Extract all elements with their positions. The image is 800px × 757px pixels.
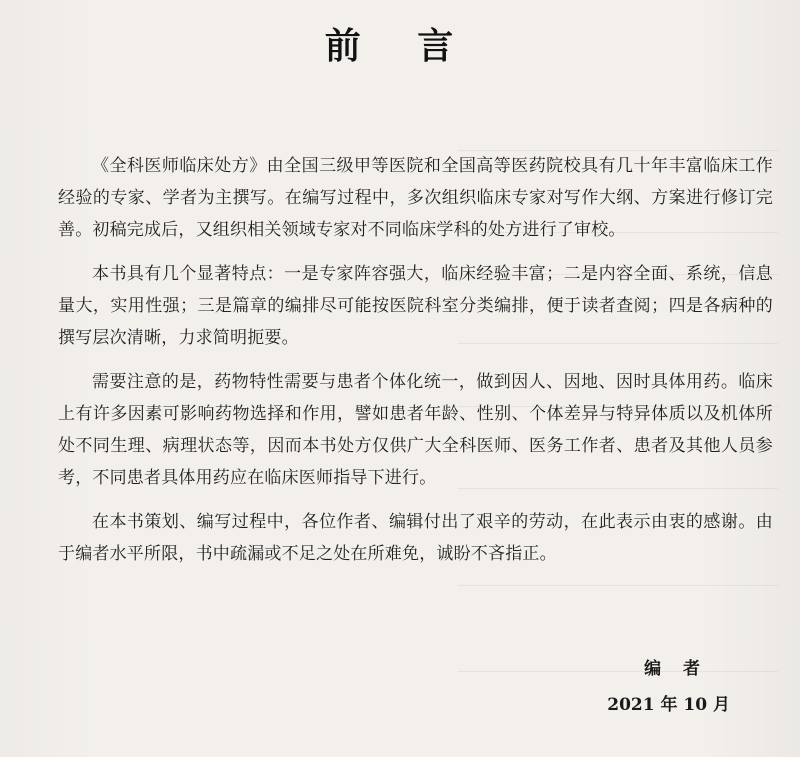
- paragraph-2: 本书具有几个显著特点：一是专家阵容强大，临床经验丰富；二是内容全面、系统，信息量大，实用性强；三是篇章的编排尽可能按医院科室分类编排，便于读者查阅；四是各病种的撰写层次清晰，力求简明扼要。: [58, 264, 773, 348]
- page-title: 前 言: [324, 25, 476, 67]
- publication-date: 2021 年 10 月: [607, 695, 730, 715]
- preface-body: [58, 150, 773, 582]
- paragraph-4: 在本书策划、编写过程中，各位作者、编辑付出了艰辛的劳动，在此表示由衷的感谢。由于编者水平所限，书中疏漏或不足之处在所难免，诚盼不吝指正。: [58, 512, 773, 564]
- bleed-through-line: [458, 585, 778, 586]
- author-signature: 编 者: [644, 659, 708, 679]
- bleed-through-line: [458, 671, 778, 672]
- paragraph-1: 《全科医师临床处方》由全国三级甲等医院和全国高等医药院校具有几十年丰富临床工作经验的专家、学者为主撰写。在编写过程中，多次组织临床专家对写作大纲、方案进行修订完善。初稿完成后，又组织相关领域专家对不同临床学科的处方进行了审校。: [58, 156, 773, 240]
- paragraph-3: 需要注意的是，药物特性需要与患者个体化统一，做到因人、因地、因时具体用药。临床上有许多因素可影响药物选择和作用，譬如患者年龄、性别、个体差异与特异体质以及机体所处不同生理、病理状态等，因而本书处方仅供广大全科医师、医务工作者、患者及其他人员参考，不同患者具体用药应在临床医师指导下进行。: [58, 372, 773, 488]
